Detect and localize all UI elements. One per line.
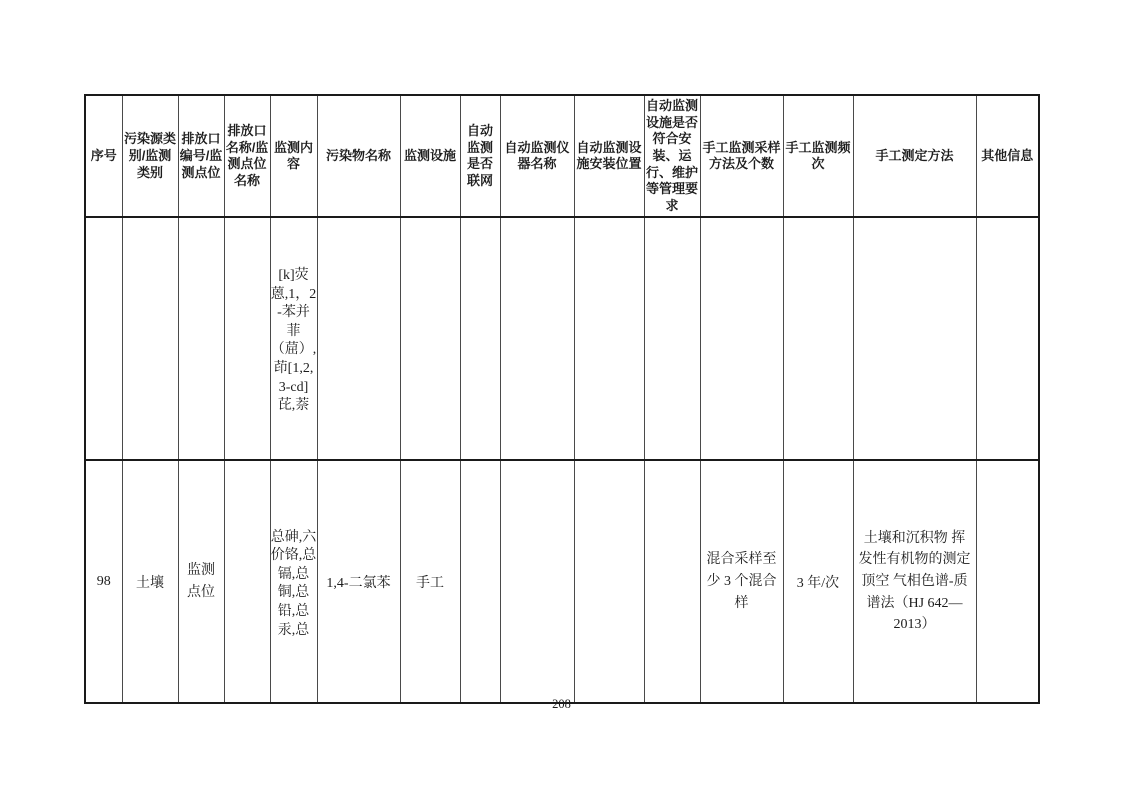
- cell-auto-install-location: [574, 460, 644, 703]
- cell-serial-number: 98: [85, 460, 122, 703]
- cell-outlet-number: [178, 217, 224, 460]
- cell-monitoring-content: [270, 460, 317, 703]
- col-header-auto-monitoring-compliance: 自动监测设施是否符合安装、运行、维护等管理要求: [644, 95, 700, 217]
- col-header-manual-sampling-method: 手工监测采样方法及个数: [700, 95, 783, 217]
- cell-manual-determination-method: [853, 217, 976, 460]
- cell-pollutant-name: [317, 217, 400, 460]
- cell-manual-determination-method: [853, 460, 976, 703]
- cell-auto-compliance: [644, 217, 700, 460]
- cell-outlet-number: [178, 460, 224, 703]
- col-header-monitoring-content: 监测内容: [270, 95, 317, 217]
- cell-pollutant-name: 1,4-二氯苯: [317, 460, 400, 703]
- page-number: 208: [552, 697, 571, 711]
- cell-source-category: [122, 217, 178, 460]
- outlet-number-text: 监测点位: [187, 563, 215, 600]
- cell-auto-install-location: [574, 217, 644, 460]
- cell-auto-compliance: [644, 460, 700, 703]
- col-header-outlet-number: 排放口编号/监测点位: [178, 95, 224, 217]
- cell-auto-networked: [460, 460, 500, 703]
- col-header-manual-determination-method: 手工测定方法: [853, 95, 976, 217]
- cell-source-category: 土壤: [122, 460, 178, 703]
- cell-outlet-name: [224, 217, 270, 460]
- cell-other-info: [976, 217, 1039, 460]
- cell-outlet-name: [224, 460, 270, 703]
- col-header-pollution-source-category: 污染源类别/监测类别: [122, 95, 178, 217]
- col-header-monitoring-facility: 监测设施: [400, 95, 460, 217]
- col-header-other-info: 其他信息: [976, 95, 1039, 217]
- cell-monitoring-facility: 手工: [400, 460, 460, 703]
- monitoring-content-text: [k]荧蒽,1，2-苯并菲（䓛）,茚[1,2,3-cd]芘,萘: [270, 268, 317, 414]
- col-header-auto-monitoring-networked: 自动监测是否联网: [460, 95, 500, 217]
- table-header-row: [85, 95, 1039, 217]
- cell-auto-instrument: [500, 217, 574, 460]
- col-header-serial-number: 序号: [85, 95, 122, 217]
- col-header-auto-monitoring-instrument: 自动监测仪器名称: [500, 95, 574, 217]
- table-row-98: [85, 460, 1039, 703]
- col-header-manual-monitoring-frequency: 手工监测频次: [783, 95, 853, 217]
- cell-serial-number: [85, 217, 122, 460]
- col-header-outlet-name: 排放口名称/监测点位名称: [224, 95, 270, 217]
- monitoring-table: [84, 94, 1040, 704]
- cell-manual-sampling-method: [700, 460, 783, 703]
- cell-auto-instrument: [500, 460, 574, 703]
- cell-monitoring-content: [270, 217, 317, 460]
- col-header-auto-monitoring-install-location: 自动监测设施安装位置: [574, 95, 644, 217]
- cell-monitoring-facility: [400, 217, 460, 460]
- cell-auto-networked: [460, 217, 500, 460]
- monitoring-content-text: 总砷,六价铬,总镉,总铜,总铅,总汞,总: [270, 529, 317, 638]
- col-header-pollutant-name: 污染物名称: [317, 95, 400, 217]
- manual-sampling-method-text: 混合采样至少 3 个混合样: [706, 552, 777, 611]
- cell-other-info: [976, 460, 1039, 703]
- cell-manual-frequency: [783, 217, 853, 460]
- cell-manual-sampling-method: [700, 217, 783, 460]
- cell-manual-frequency: 3 年/次: [783, 460, 853, 703]
- table-row-continued: [85, 217, 1039, 460]
- manual-determination-method-text: 土壤和沉积物 挥发性有机物的测定 顶空 气相色谱-质谱法（HJ 642—2013）: [858, 530, 971, 633]
